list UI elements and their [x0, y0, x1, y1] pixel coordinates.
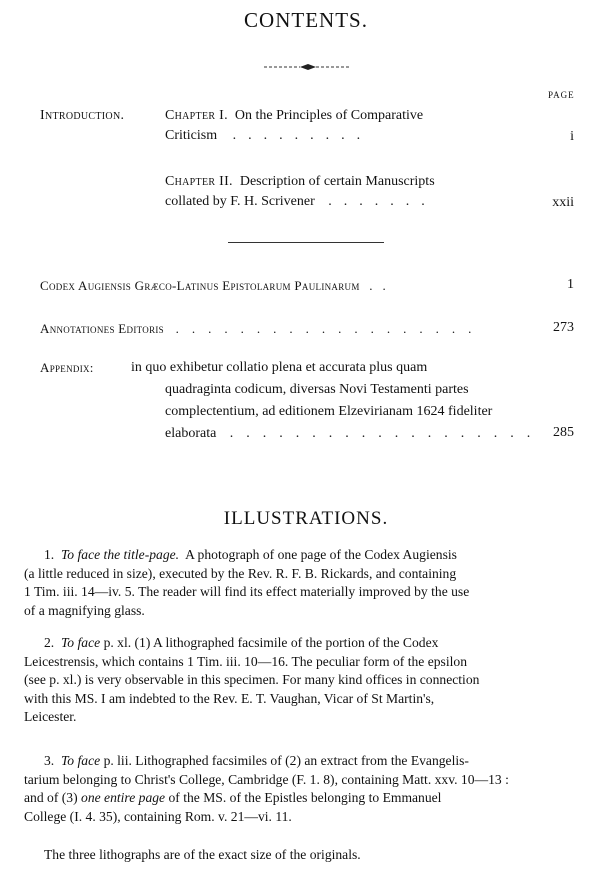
item1-line2: (a little reduced in size), executed by the Rev. R. F. B. Rickards, and containing [24, 565, 457, 581]
item3-line3-b: of the MS. of the Epistles belonging to Emmanuel [168, 790, 442, 806]
item3-line4: College (I. 4. 35), containing Rom. v. 21—vi. 11. [24, 808, 292, 824]
chapter2-text-line2: collated by F. H. Scrivener [165, 194, 315, 209]
section-rule [228, 242, 384, 243]
item2-line3: (see p. xl.) is very observable in this specimen. For many kind offices in connection [24, 672, 480, 688]
item2-line5: Leicester. [24, 709, 77, 725]
item3-line1: p. lii. Lithographed facsimiles of (2) an extract from the Evangelis- [103, 753, 469, 768]
appendix-line2: quadraginta codicum, diversas Novi Testamenti partes [165, 382, 469, 397]
codex-text: Codex Augiensis Græco-Latinus Epistolarum Paulinarum [40, 278, 360, 293]
chapter1-entry [165, 107, 520, 125]
item2-number: 2. [44, 635, 55, 650]
item3-number: 3. [44, 753, 55, 768]
item2-lead: To face [61, 635, 101, 650]
chapter1-line2: Criticism ......... [165, 128, 373, 143]
chapter2-page: xxii [552, 195, 574, 210]
chapter2-text-line1: Description of certain Manuscripts [239, 174, 435, 189]
chapter2-entry [165, 173, 520, 191]
chapter1-text-line2: Criticism [165, 128, 218, 143]
item3-line3-a: and of (3) [24, 790, 78, 806]
closing-text: The three lithographs are of the exact size of the originals. [44, 847, 361, 862]
illustration-item-3 [24, 752, 586, 826]
item2-line4: with this MS. I am indebted to the Rev. E. T. Vaughan, Vicar of St Martin's, [24, 690, 435, 706]
item1-lead: To face the title-page. [61, 547, 180, 562]
item1-number: 1. [44, 547, 55, 562]
appendix-label: Appendix: [40, 360, 94, 375]
appendix-page: 285 [553, 425, 574, 440]
codex-page: 1 [567, 277, 574, 292]
illustrations-closing [24, 846, 586, 865]
item3-line2: tarium belonging to Christ's College, Cambridge (F. 1. 8), containing Matt. xxv. 10—13 : [24, 771, 509, 787]
codex-entry: Codex Augiensis Græco-Latinus Epistolarum Paulinarum .. [40, 278, 396, 293]
item2-line1: p. xl. (1) A lithographed facsimile of the portion of the Codex [103, 635, 439, 650]
appendix-line1: in quo exhibetur collatio plena et accurata plus quam [131, 360, 428, 375]
appendix-line3: complectentium, ad editionem Elzevirianam 1624 fideliter [165, 404, 493, 419]
appendix-line4: elaborata [165, 426, 217, 441]
item3-line3-italic: one entire page [81, 790, 166, 806]
chapter2-line2: collated by F. H. Scrivener ....... [165, 194, 437, 209]
contents-title: CONTENTS. [244, 8, 368, 32]
illustration-item-2 [24, 634, 586, 727]
item1-line1: A photograph of one page of the Codex Augiensis [185, 547, 457, 562]
illustrations-title: ILLUSTRATIONS. [223, 508, 389, 529]
item1-line4: of a magnifying glass. [24, 602, 145, 618]
appendix-line4-row: elaborata ................... [165, 426, 544, 441]
annotationes-page: 273 [553, 320, 574, 335]
chapter2-label: Chapter II. [165, 174, 233, 189]
annotationes-entry: Annotationes Editoris ................... [40, 321, 485, 336]
item2-line2: Leicestrensis, which contains 1 Tim. iii. 10—16. The peculiar form of the epsilon [24, 653, 467, 669]
page-column-label: PAGE [548, 90, 575, 100]
item3-lead: To face [61, 753, 101, 768]
chapter1-text-line1: On the Principles of Comparative [234, 108, 424, 123]
ornament-divider [262, 62, 352, 72]
introduction-label: Introduction. [40, 108, 125, 123]
item1-line3: 1 Tim. iii. 14—iv. 5. The reader will find its effect materially improved by the use [24, 584, 470, 600]
annotationes-text: Annotationes Editoris [40, 321, 164, 336]
illustration-item-1 [24, 546, 586, 620]
chapter1-label: Chapter I. [165, 108, 228, 123]
chapter1-page: i [570, 129, 574, 144]
